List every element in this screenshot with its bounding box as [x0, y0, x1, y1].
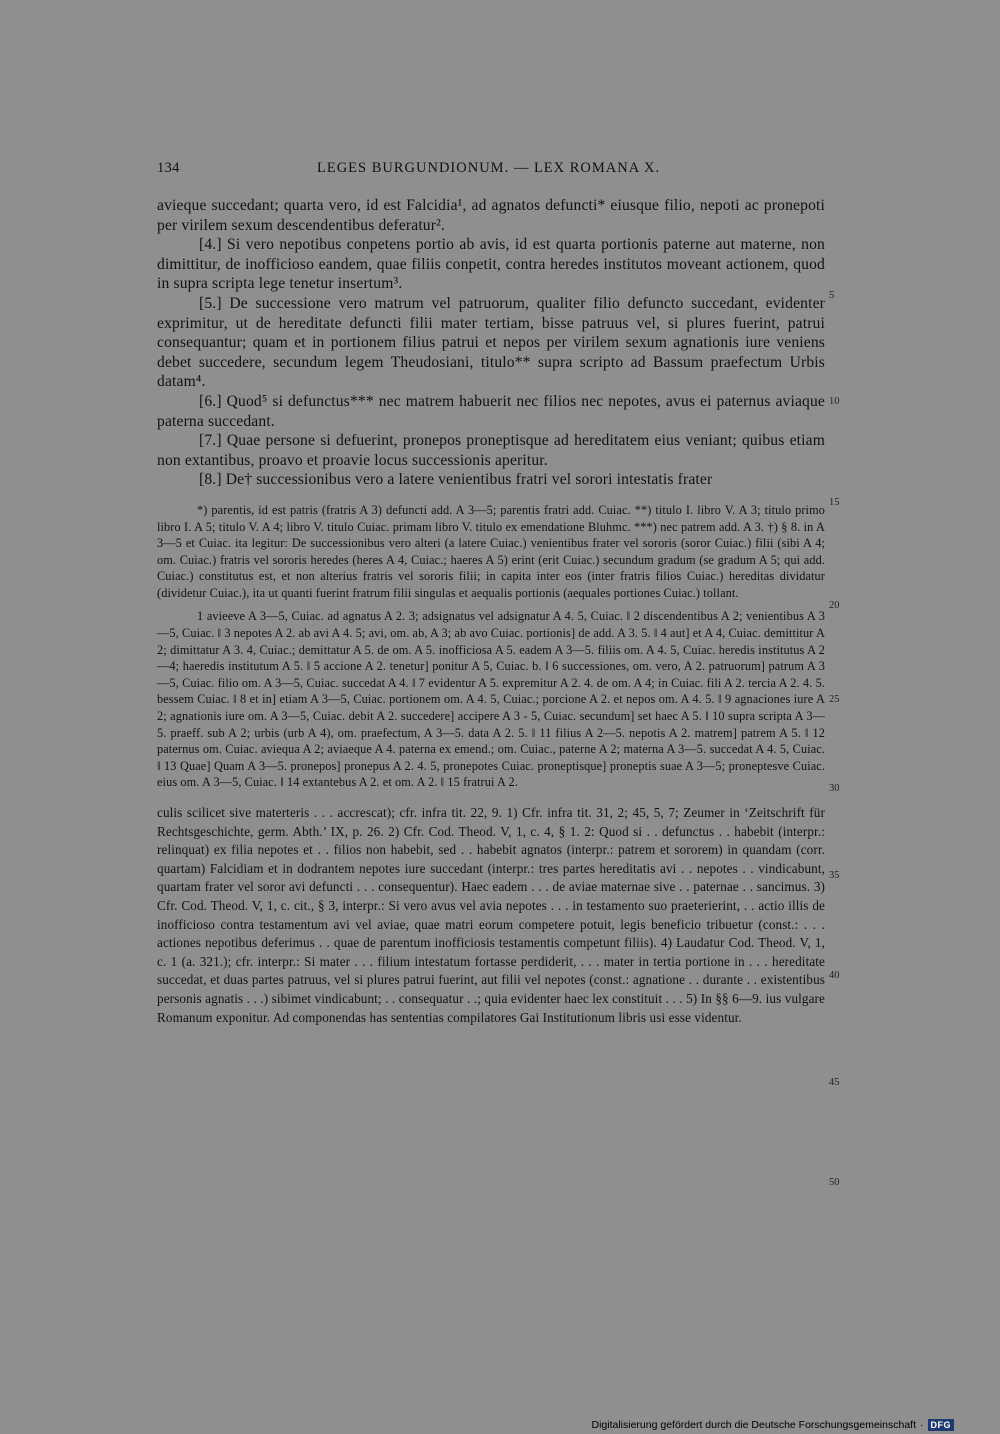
paragraph: [6.] Quod⁵ si defunctus*** nec matrem habuerit nec filios nec nepotes, avus ei paternus aviaque paterna succedant.	[157, 392, 825, 430]
line-number: 50	[829, 1177, 840, 1188]
line-number: 40	[829, 970, 840, 981]
line-number: 5	[829, 290, 835, 301]
line-number: 10	[829, 396, 840, 407]
line-number: 35	[829, 870, 840, 881]
paragraph: [5.] De successione vero matrum vel patruorum, qualiter filio defuncto succedant, evidenter exprimitur, ut de hereditate defuncti filii mater tertiam, bisse patruus vel, si plures fuerint, patrui consequantur; quam et in portionem filius patrui et nepos per virilem sexum agnationis iure veniens debet succedere, secundum legem Theudosiani, titulo** supra scripto ad Bassum praefectum Urbis datam⁴.	[157, 294, 825, 391]
credit-text: Digitalisierung gefördert durch die Deutsche Forschungsgemeinschaft	[591, 1419, 916, 1431]
asterisk-notes-text: *) parentis, id est patris (fratris A 3) defuncti add. A 3—5; parentis fratri add. Cuiac. **) titulo I. libro V. A 3; titulo primo libro I. A 5; titulo V. A 4; libro V. titulo Cuiac. primam libro V. titulo ex emendatione Bluhmc. ***) nec patrem add. A 3. †) § 8. in A 3—5 et Cuiac. ita legitur: De successionibus vero alteri (a latere Cuiac.) venientibus frater vel sororis (soror Cuiac.) filii (sibi A 4; om. Cuiac.) fratris vel sororis heredes (heres A 4, Cuiac.; haeres A 5) erint (erit Cuiac.) secundum gradum (se gradum A 5; qui add. Cuiac.) constitutus est, et non alterius fratris vel sororis filii; in capita inter eos (inter fratris filios Cuiac.) hereditas dividatur (dividetur Cuiac.), ita ut quanti fuerint fratrum filii singulas et aequalis portionis (aequales portiones Cuiac.) tollant.	[157, 502, 825, 600]
main-text	[157, 196, 825, 490]
variant-apparatus-text: 1 avieeve A 3—5, Cuiac. ad agnatus A 2. 3; adsignatus vel adsignatur A 4. 5, Cuiac. ‖ 2 discendentibus A 2; venientibus A 3—5, Cuiac. ‖ 3 nepotes A 2. ab avi A 4. 5; avi, om. ab, A 3; ab avo Cuiac. portionis] de add. A 3. 5. ‖ 4 aut] et A 4, Cuiac. demittitur A 2; dimittatur A 3. 4, Cuiac.; demittatur A 5. de om. A 5. inofficiosa A 5. eadem A 3—5. filiis om. A 4. 5, Cuiac. heredis institutus A 2—4; haeredis institutum A 5. ‖ 5 accione A 2. tenetur] ponitur A 5, Cuiac. b. ‖ 6 successiones, om. vero, A 2. patruorum] patrum A 3—5, Cuiac. filio om. A 3—5, Cuiac. succedat A 4. ‖ 7 evidentur A 5. expremitur A 2. 4. de om. A 4; in Cuiac. fili A 2. tercia A 2. 4. 5. bessem Cuiac. ‖ 8 et in] etiam A 3—5, Cuiac. portionem om. A 4. 5, Cuiac.; porcione A 2. et nepos om. A 4. 5. ‖ 9 agnaciones iure A 2; agnationis iure om. A 3—5, Cuiac. debit A 2. succedere] accipere A 3 - 5, Cuiac. secundum] set haec A 5. ‖ 10 supra scripta A 3—5. praeff. sub A 2; urbis (urb A 4), om. praefectum, A 3—5. data A 2. 5. ‖ 11 filius A 2—5. nepotis A 2. matrem] patrem A 5. ‖ 12 paternus om. Cuiac. aviequa A 2; aviaeque A 4. paterna ex emend.; om. Cuiac., paterne A 2; materna A 3—5. succedat A 4. 5, Cuiac. ‖ 13 Quae] Quam A 3—5. pronepos] pronepus A 2. 4. 5, pronepotes Cuiac. proneptisque] proneptis suae A 3—5; proneptesve Cuiac. eius om. A 3—5, Cuiac. ‖ 14 extantebus A 2. et om. A 2. ‖ 15 fratrui A 2.	[157, 609, 825, 790]
asterisk-notes	[157, 502, 825, 602]
line-number: 30	[829, 783, 840, 794]
paragraph: avieque succedant; quarta vero, id est Falcidia¹, ad agnatos defuncti* eiusque filio, nepoti ac pronepoti per virilem sexum descendentibus deferatur².	[157, 197, 825, 234]
running-title: LEGES BURGUNDIONUM. — LEX ROMANA X.	[317, 160, 661, 176]
citation-notes	[157, 804, 825, 1027]
paragraph: [8.] De† successionibus vero a latere venientibus fratri vel sorori intestatis frater	[199, 471, 713, 489]
line-number: 25	[829, 694, 840, 705]
line-number: 45	[829, 1077, 840, 1088]
variant-apparatus	[157, 608, 825, 791]
page-number: 134	[157, 160, 180, 176]
line-number: 20	[829, 600, 840, 611]
paragraph: [4.] Si vero nepotibus conpetens portio ab avis, id est quarta portionis paterne aut materne, non dimittitur, de inofficioso eandem, quae filiis conpetit, contra heredes institutos moveant actionem, quod in supra scripta lege tenetur insertum³.	[157, 236, 825, 293]
paragraph: [7.] Quae persone si defuerint, pronepos proneptisque ad hereditatem eius veniant; quibus etiam non extantibus, proavo et proavie locus successionis aperitur.	[157, 432, 825, 469]
page-header	[157, 160, 825, 186]
dfg-logo-icon: DFG	[928, 1419, 955, 1431]
document-page	[157, 160, 825, 1027]
citation-notes-text: culis scilicet sive materteris . . . accrescat); cfr. infra tit. 22, 9. 1) Cfr. infra tit. 31, 2; 45, 5, 7; Zeumer in ‘Zeitschrift für Rechtsgeschichte, germ. Abth.’ IX, p. 26. 2) Cfr. Cod. Theod. V, 1, c. 4, § 1. 2: Quod si . . defunctus . . habebit (interpr.: relinquat) ex filia nepotes et . . filios non habebit, sed . . habebit agnatos (interpr.: patrem et sororem) in quandam (corr. quartam) Falcidiam et in dodrantem nepotes iure succedant (interpr.: tres partes hereditatis avi . . nepotes . . vindicabunt, quartam frater vel soror avi defuncti . . . consequentur). Haec eadem . . . de aviae maternae sive . . paternae . . sancimus. 3) Cfr. Cod. Theod. V, 1, c. cit., § 3, interpr.: Si vero avus vel avia nepotes . . . in testamento suo praeterierint, . . actio illis de inofficioso contra testamentum avi vel aviae, quae matri eorum competere potuit, legis beneficio tribuetur (const.: . . . actiones nepotibus deferimus . . quae de parentum inofficiosis testamentis competunt filiis). 4) Laudatur Cod. Theod. V, 1, c. 1 (a. 321.); cfr. interpr.: Si mater . . . filium intestatum fortasse perdiderit, . . . mater in tertia portione in . . . hereditate succedat, et duas partes patruus, vel si plures patrui fuerint, aut filii vel nepotes (const.: agnatione . . durante . . existentibus personis agnatis . . .) sibimet vindicabunt; . . consequatur . .; quia evidenter haec lex constituit . . . 5) In §§ 6—9. ius vulgare Romanum exponitur. Ad componendas has sententias compilatores Gai Institutionum libris usi esse videntur.	[157, 805, 825, 1025]
line-number: 15	[829, 497, 840, 508]
digitization-credit	[591, 1417, 954, 1433]
separator: ·	[920, 1419, 924, 1431]
